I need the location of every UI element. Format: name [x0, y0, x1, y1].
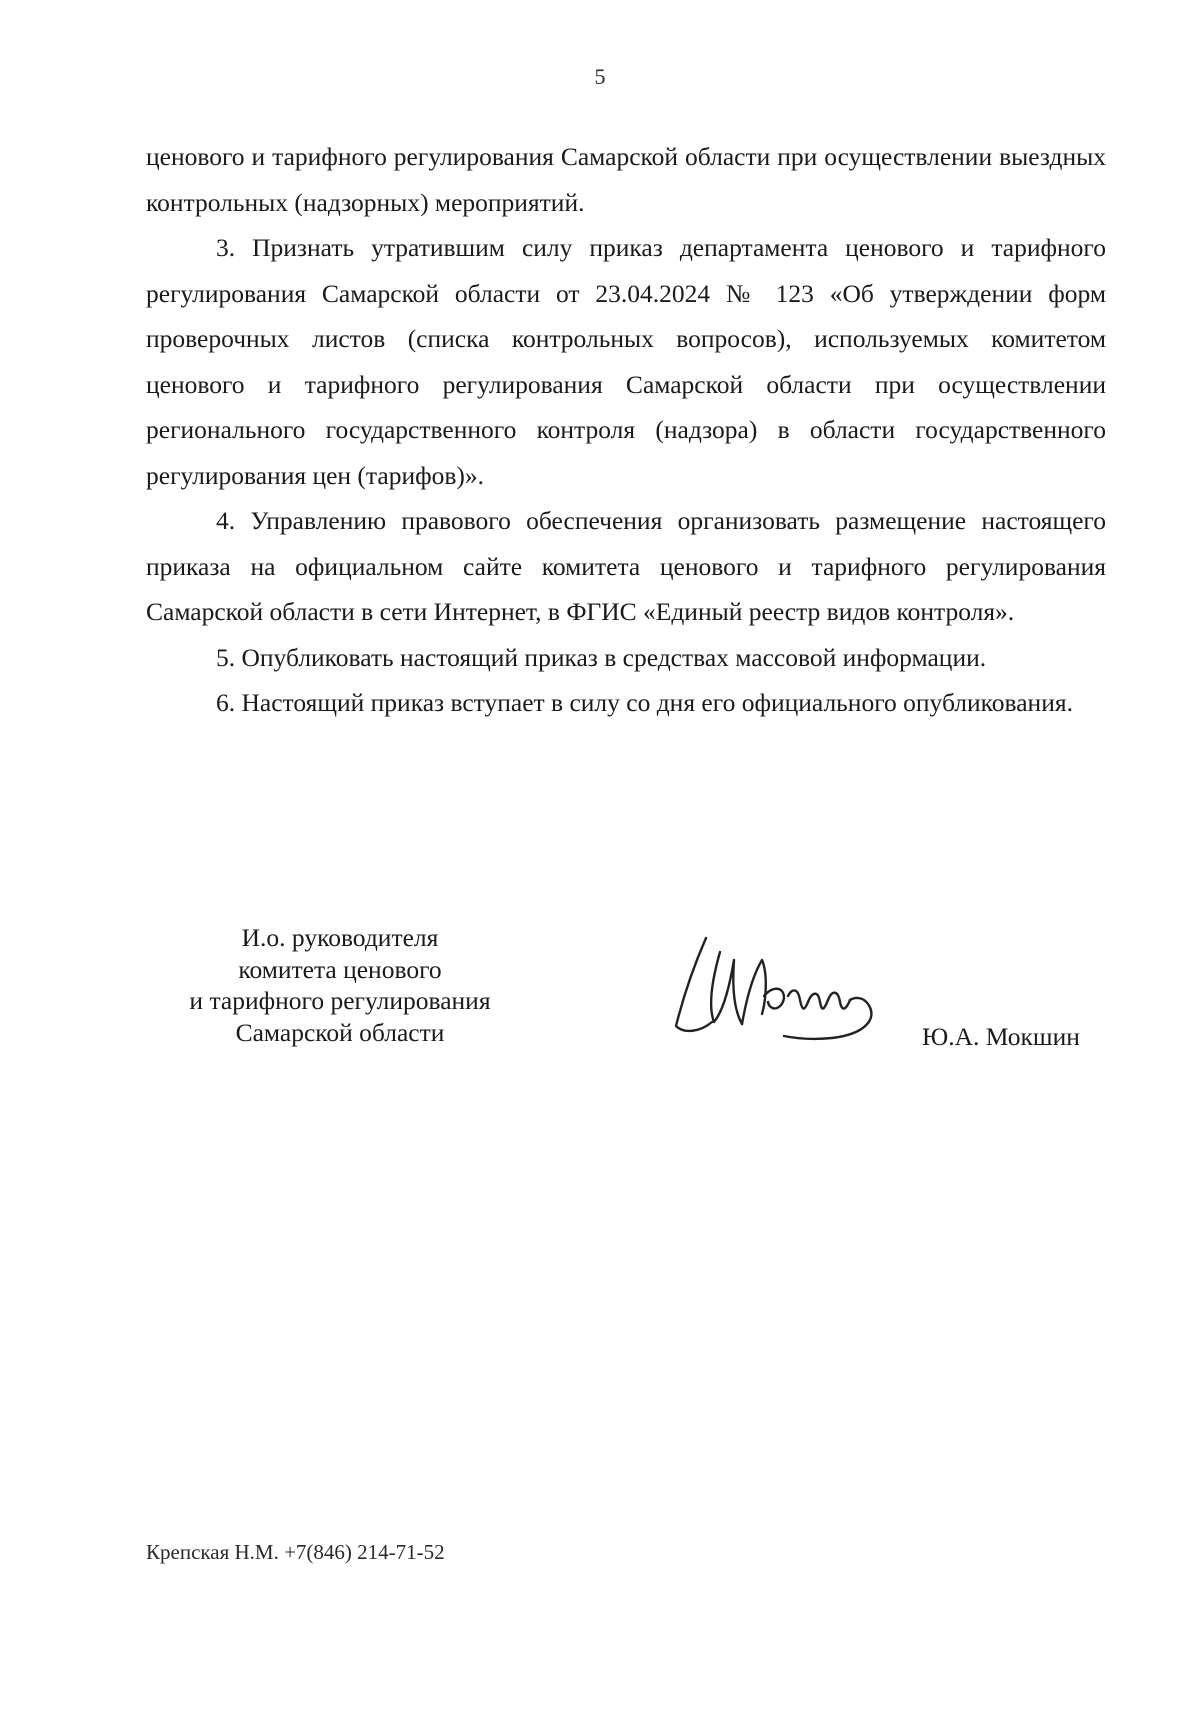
position-line: комитета ценового	[238, 954, 442, 984]
paragraph-item-6: 6. Настоящий приказ вступает в силу со дня его официального опубликования.	[216, 688, 1073, 717]
page-number: 5	[594, 64, 606, 89]
signer-name: Ю.А. Мокшин	[922, 1022, 1080, 1051]
position-line: Самарской области	[235, 1017, 445, 1047]
handwritten-signature	[672, 930, 912, 1050]
document-body	[146, 134, 1106, 726]
executor-contact: Крепская Н.М. +7(846) 214-71-52	[146, 1540, 445, 1564]
paragraph-item-3: 3. Признать утратившим силу приказ департамента ценового и тарифного регулирования Самарской области от 23.04.2024 № 123 «Об утверждении форм проверочных листов (списка контрольных вопросов), используемых комитетом ценового и тарифного регулирования Самарской области при осуществлении регионального государственного контроля (надзора) в области государственного регулирования цен (тарифов)».	[146, 233, 1106, 490]
signatory-position	[140, 922, 540, 1048]
paragraph-item-4: 4. Управлению правового обеспечения организовать размещение настоящего приказа на официальном сайте комитета ценового и тарифного регулирования Самарской области в сети Интернет, в ФГИС «Единый реестр видов контроля».	[146, 506, 1106, 626]
paragraph-continuation: ценового и тарифного регулирования Самарской области при осуществлении выездных контрольных (надзорных) мероприятий.	[146, 142, 1106, 217]
position-line: и тарифного регулирования	[189, 986, 491, 1015]
paragraph-item-5: 5. Опубликовать настоящий приказ в средствах массовой информации.	[216, 642, 987, 672]
position-line: И.о. руководителя	[241, 923, 439, 952]
